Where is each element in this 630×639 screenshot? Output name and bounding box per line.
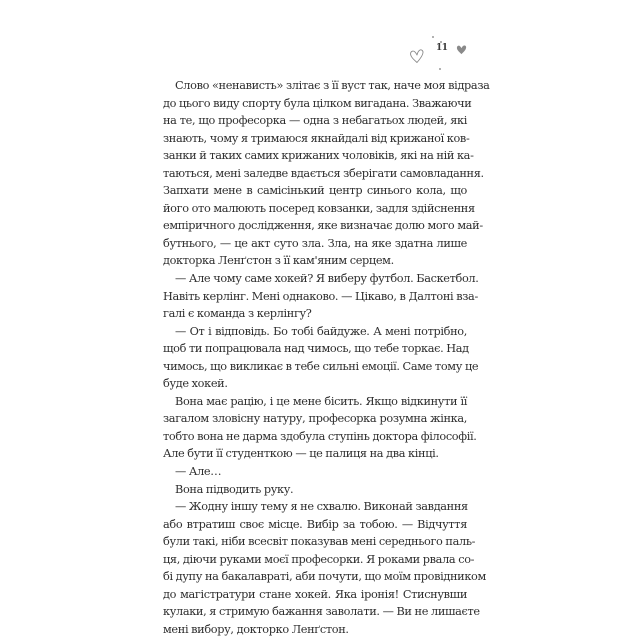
text-line: Запхати мене в самісінький центр синього кола, що	[163, 184, 467, 198]
text-line: — Але чому саме хокей? Я виберу футбол. Баскетбол.	[175, 272, 479, 286]
text-line: знають, чому я тримаюся якнайдалі від крижаної ков-	[163, 131, 470, 145]
paragraph	[163, 498, 486, 638]
paragraph	[163, 77, 490, 270]
heart-filled-icon	[456, 44, 467, 55]
text-line: його ото малюють посеред ковзанки, задля здійснення	[163, 201, 475, 215]
text-line: кулаки, я стримую бажання заволати. — Ви не лишаєте	[163, 605, 480, 619]
text-line: тобто вона не дарма здобула ступінь доктора філософії.	[163, 429, 477, 443]
text-line: — От і відповідь. Бо тобі байдуже. А мені потрібно,	[175, 324, 467, 338]
ornament-dot	[439, 68, 441, 70]
paragraph	[163, 270, 479, 323]
text-line: загалом зловісну натуру, професорка розумна жінка,	[163, 412, 467, 426]
text-line: Слово «ненависть» злітає з її вуст так, наче моя відраза	[175, 79, 490, 92]
text-line: занки й таких самих крижаних чоловіків, які на ній ка-	[163, 149, 474, 163]
text-line: докторка Ленґстон з її кам'яним серцем.	[163, 254, 394, 268]
text-line: Але бути її студенткою — це палиця на два кінці.	[163, 447, 439, 461]
paragraph	[163, 481, 467, 499]
page-number: 11	[436, 43, 448, 53]
heart-outline-icon	[409, 48, 425, 64]
text-line: — Жодну іншу тему я не схвалю. Виконай завдання	[175, 500, 468, 514]
text-line: до цього виду спорту була цілком вигадана. Зважаючи	[163, 96, 472, 110]
body-text	[163, 77, 490, 639]
text-line: таються, мені заледве вдається зберігати самовладання.	[163, 166, 484, 180]
text-line: емпіричного дослідження, яке визначає долю мого май-	[163, 219, 483, 233]
text-line: буде хокей.	[163, 377, 228, 391]
text-line: ця, діючи руками моєї професорки. Я роками рвала со-	[163, 552, 475, 566]
paragraph	[163, 463, 467, 481]
text-line: галі є команда з керлінгу?	[163, 307, 312, 321]
text-line: щоб ти попрацювала над чимось, що тебе торкає. Над	[163, 342, 469, 356]
text-line: Вона підводить руку.	[175, 482, 294, 496]
text-line: Вона має рацію, і це мене бісить. Якщо відкинути її	[175, 394, 467, 408]
text-line: бутнього, — це акт суто зла. Зла, на яке здатна лише	[163, 236, 467, 250]
text-line: до магістратури стане хокей. Яка іронія! Стиснувши	[163, 587, 467, 601]
text-line: бі дупу на бакалавраті, аби почути, що моїм провідником	[163, 570, 486, 584]
text-line: були такі, ніби всесвіт показував мені середнього паль-	[163, 535, 476, 549]
text-line: чимось, що викликає в тебе сильні емоції. Саме тому це	[163, 359, 479, 373]
paragraph	[163, 323, 479, 393]
paragraph	[163, 393, 477, 463]
text-line: — Але…	[175, 465, 222, 479]
text-line: або втратиш своє місце. Вибір за тобою. — Відчуття	[163, 517, 467, 531]
text-line: мені вибору, докторко Ленґстон.	[163, 622, 349, 636]
text-line: на те, що професорка — одна з небагатьох людей, які	[163, 114, 467, 128]
text-line: Навіть керлінг. Мені однаково. — Цікаво, в Далтоні вза-	[163, 289, 478, 303]
ornament-dot	[432, 36, 434, 38]
